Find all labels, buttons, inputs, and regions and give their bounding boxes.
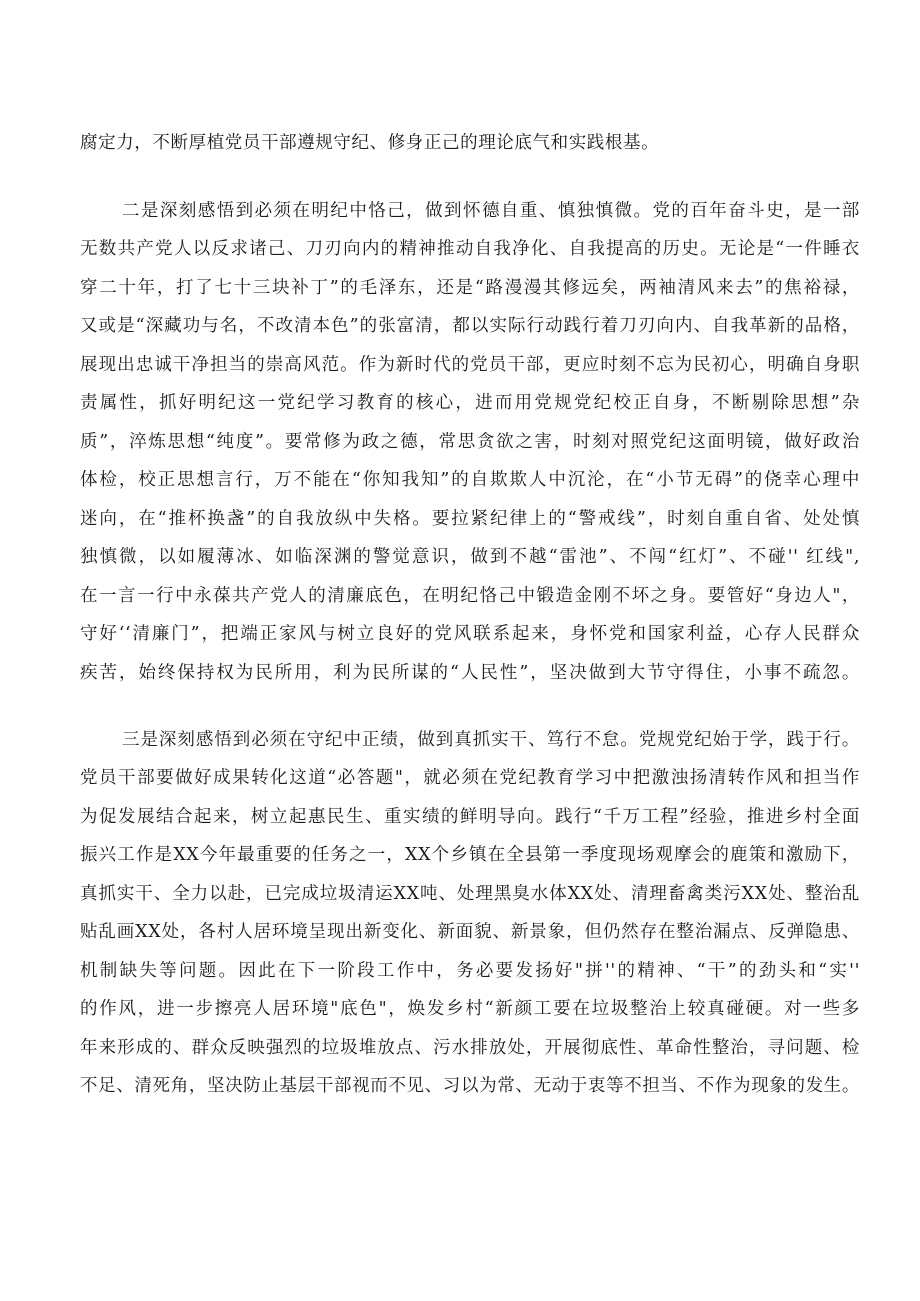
paragraph-2-line-6: 责属性，抓好明纪这一党纪学习教育的核心，进而用党规党纪校正自身，不断剔除思想”杂 (80, 393, 860, 413)
paragraph-3-line-9: 年来形成的、群众反映强烈的垃圾堆放点、污水排放处，开展彻底性、革命性整治，寻问题、检 (80, 1038, 860, 1058)
paragraph-2-line-1: 二是深刻感悟到必须在明纪中恪己，做到怀德自重、慎独慎微。党的百年奋斗史，是一部 (122, 201, 860, 221)
paragraph-2-line-10: 独慎微，以如履薄冰、如临深渊的警觉意识，做到不越“雷池”、不闯“红灯”、不碰'' 红线", (80, 547, 860, 567)
paragraph-3-line-5: 真抓实干、全力以赴，已完成垃圾清运XX吨、处理黑臭水体XX处、清理畜禽类污XX处、整治乱 (80, 884, 860, 904)
paragraph-2-line-8: 体检，校正思想言行，万不能在“你知我知”的自欺欺人中沉沦，在“小节无碍”的侥幸心理中 (80, 470, 860, 490)
paragraph-3-line-3: 为促发展结合起来，树立起惠民生、重实绩的鲜明导向。践行“千万工程”经验，推进乡村全面 (80, 807, 860, 827)
paragraph-2-line-4: 又或是“深藏功与名，不改清本色”的张富清，都以实际行动践行着刀刃向内、自我革新的品格， (80, 316, 860, 336)
paragraph-2-line-9: 迷向，在“推杯换盏”的自我放纵中失格。要拉紧纪律上的“警戒线”，时刻自重自省、处处慎 (80, 509, 860, 529)
paragraph-2-line-11: 在一言一行中永葆共产党人的清廉底色，在明纪恪己中锻造金刚不坏之身。要管好“身边人"， (80, 586, 860, 606)
paragraph-3-line-2: 党员干部要做好成果转化这道“必答题"，就必须在党纪教育学习中把激浊扬清转作风和担当作 (80, 768, 860, 788)
paragraph-3-line-10: 不足、清死角，坚决防止基层干部视而不见、习以为常、无动于衷等不担当、不作为现象的发生。 (80, 1076, 860, 1096)
paragraph-1-line-1: 腐定力，不断厚植党员干部遵规守纪、修身正己的理论底气和实践根基。 (80, 133, 660, 153)
paragraph-2-line-5: 展现出忠诚干净担当的崇高风范。作为新时代的党员干部，更应时刻不忘为民初心，明确自身职 (80, 355, 860, 375)
paragraph-2-line-12: 守好‘‘清廉门”，把端正家风与树立良好的党风联系起来，身怀党和国家利益，心存人民群众 (80, 624, 860, 644)
paragraph-3-line-1: 三是深刻感悟到必须在守纪中正绩，做到真抓实干、笃行不怠。党规党纪始于学，践于行。 (122, 730, 860, 750)
paragraph-3-line-8: 的作风，进一步擦亮人居环境"底色"，焕发乡村“新颜工要在垃圾整治上较真碰硬。对一些多 (80, 999, 860, 1019)
paragraph-2-line-3: 穿二十年，打了七十三块补丁”的毛泽东，还是“路漫漫其修远矣，两袖清风来去”的焦裕禄， (80, 278, 860, 298)
paragraph-2-line-13: 疾苦，始终保持权为民所用，利为民所谋的“人民性”，坚决做到大节守得住，小事不疏忽。 (80, 663, 860, 683)
paragraph-3-line-7: 机制缺失等问题。因此在下一阶段工作中，务必要发扬好"拼''的精神、“干”的劲头和“实'' (80, 961, 860, 981)
paragraph-3-line-4: 振兴工作是XX今年最重要的任务之一，XX个乡镇在全县第一季度现场观摩会的鹿策和激励下， (80, 845, 860, 865)
paragraph-3-line-6: 贴乱画XX处，各村人居环境呈现出新变化、新面貌、新景象，但仍然存在整治漏点、反弹隐患、 (80, 922, 860, 942)
paragraph-2-line-2: 无数共产党人以反求诸己、刀刃向内的精神推动自我净化、自我提高的历史。无论是“一件睡衣 (80, 239, 860, 259)
paragraph-2-line-7: 质”，淬炼思想“纯度”。要常修为政之德，常思贪欲之害，时刻对照党纪这面明镜，做好政治 (80, 432, 860, 452)
